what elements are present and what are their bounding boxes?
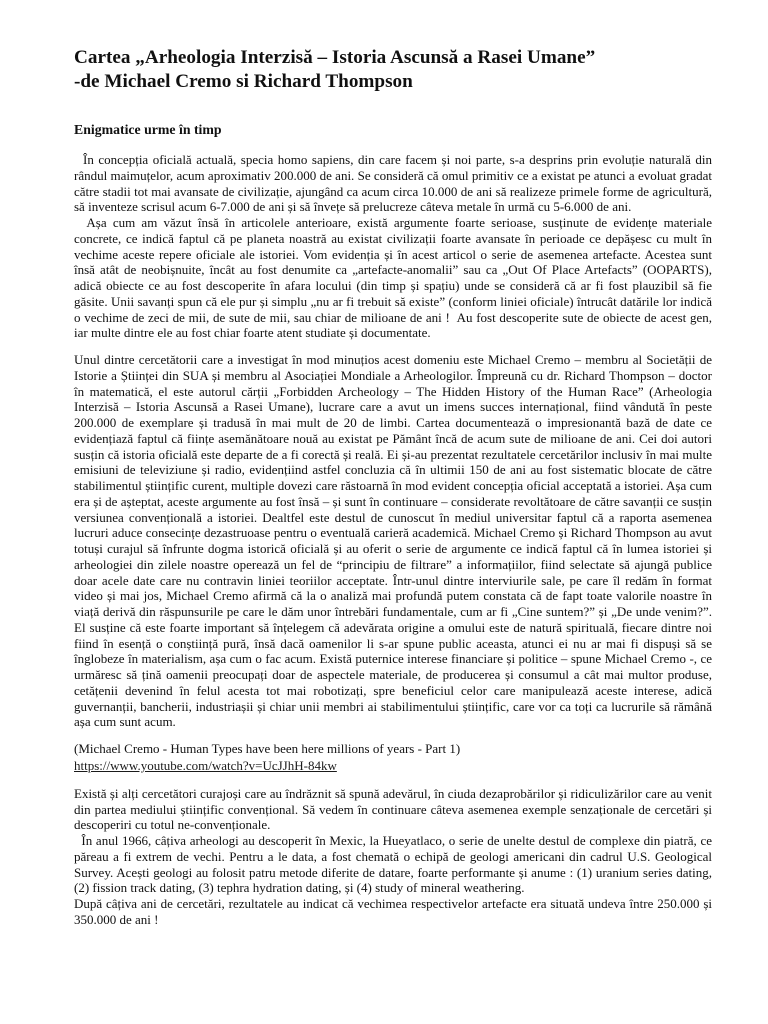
paragraph-intro: În concepția oficială actuală, specia homo sapiens, din care facem și noi parte, s-a desprins prin evoluție naturală din rândul maimuțelor, acum aproximativ 200.000 de ani. Se consideră că omul primitiv ce a existat pe atunci a evoluat gradat către stadii tot mai avansate de civilizație, ajungând ca acum circa 10.000 de ani să realizeze primele forme de agricultură, să inventeze scrisul acum 6-7.000 de ani și să învețe să prelucreze câteva metale în urmă cu 5-6.000 de ani. bbox=[74, 152, 716, 215]
paragraph-spacer bbox=[74, 730, 712, 741]
paragraph-other-researchers: Există și alți cercetători curajoși care au îndrăznit să spună adevărul, în ciuda dezaprobărilor și ridiculizărilor care au venit din partea mediului științific convențional. Să vedem în continuare câteva asemenea exemple senzaționale de cercetări și descoperiri cu totul ne-convenționale. bbox=[74, 785, 712, 833]
paragraph-spacer bbox=[74, 341, 712, 352]
document-page bbox=[74, 46, 716, 928]
paragraph-hueyatlaco: În anul 1966, câțiva arheologi au descoperit în Mexic, la Hueyatlaco, o serie de unelte destul de complexe din piatră, ce păreau a fi extrem de vechi. Pentru a le data, a fost chemată o echipă de geologi americani din cadrul U.S. Geological Survey. Acești geologi au folosit patru metode diferite de datare, foarte performante și anume : (1) uranium series dating, (2) fission track dating, (3) tephra hydration dating, și (4) study of mineral weathering. bbox=[74, 833, 716, 896]
video-caption: (Michael Cremo - Human Types have been here millions of years - Part 1) bbox=[74, 741, 461, 756]
youtube-link[interactable]: https://www.youtube.com/watch?v=UcJJhH-84kw bbox=[74, 757, 337, 773]
paragraph-cremo: Unul dintre cercetătorii care a investigat în mod minuțios acest domeniu este Michael Cremo – membru al Societății de Istorie a Științei din SUA și membru al Asociației Mondiale a Arheologilor. Împreună cu dr. Richard Thompson – doctor în matematică, el este autorul cărții „Forbidden Archeology – The Hidden History of the Human Race” (Arheologia Interzisă – Istoria Ascunsă a Rasei Umane), lucrare care a avut un imens succes internațional, fiind vândută în peste 200.000 de exemplare și tradusă în mai mult de 20 de limbi. Cartea documentează o impresionantă bază de date ce evidențiază faptul că ființe asemănătoare nouă au existat pe Pământ încă de acum sute de milioane de ani. Cei doi autori susțin că istoria oficială este departe de a fi corectă și reală. Ei și-au prezentat rezultatele cercetărilor inclusiv în mai multe emisiuni de televiziune și radio, evidențiind astfel concluzia că în ultimii 150 de ani au fost sistematic blocate de către stabilimentul științific curent, multiple dovezi care răstoarnă în mod evident concepția oficial acceptată a istoriei. Așa cum era și de așteptat, aceste argumente au fost însă – și sunt în continuare – considerate revoltătoare de către savanții ce susțin versiunea convențională a istoriei. Dealtfel este destul de cunoscut în mediul universitar faptul că a raporta asemenea lucruri aduce consecințe dezastruoase pentru o eventuală carieră academică. Michael Cremo și Richard Thompson au avut totuși curajul să înfrunte dogma istorică oficială și au oferit o serie de argumente ce indică faptul că în lumea istoriei și arheologiei din zilele noastre operează un fel de “principiu de filtrare” a informațiilor, fiind selectate să ajungă publice doar acele date care nu contravin liniei teoriilor acceptate. Într-unul dintre interviurile sale, pe care îl redăm în format video și mai jos, Michael Cremo afirmă că la o analiză mai profundă putem constata că de fapt toate valorile noastre în viață derivă din răspunsurile pe care le dăm unor întrebări fundamentale, cum ar fi „Cine suntem?” și „De unde venim?”. El susține că este foarte important să înțelegem că adevărata origine a omului este de natură spirituală, fiecare dintre noi fiind în esență o conștiință pură, însă dacă oamenilor li s-ar spune public aceasta, atunci ei nu ar mai fi dispuși să se înglobeze în materialism, așa cum o fac acum. Există puternice interese financiare și politice – spune Michael Cremo -, ce urmăresc să țină oamenii preocupați doar de aspectele materiale, de producerea și consumul a cât mai multor produse, cetățenii devenind în felul acesta tot mai robotizați, spre beneficiul celor care manipulează aceste interese, adică guvernanții, bancherii, industriașii și chiar unii membri ai stabilimentului științific, care vor ca toți ca lucrurile să rămână așa cum sunt acum. bbox=[74, 352, 712, 730]
document-title bbox=[74, 46, 712, 94]
title-line-2: -de Michael Cremo si Richard Thompson bbox=[74, 71, 413, 92]
section-heading: Enigmatice urme în timp bbox=[74, 122, 222, 137]
title-line-1: Cartea „Arheologia Interzisă – Istoria Ascunsă a Rasei Umane” bbox=[74, 47, 596, 68]
paragraph-dating-results: După câțiva ani de cercetări, rezultatele au indicat că vechimea respectivelor artefacte era situată undeva între 250.000 și 350.000 de ani ! bbox=[74, 896, 712, 927]
paragraph-spacer bbox=[74, 775, 712, 786]
paragraph-artefacts: Așa cum am văzut însă în articolele anterioare, există argumente foarte serioase, susținute de evidențe materiale concrete, ce indică faptul că pe planeta noastră au existat civilizații foarte avansate în perioade ce depășesc cu mult în vechime aceste repere oficiale ale istoriei. Vom evidenția și în acest articol o serie de asemenea artefacte. Acestea sunt însă atât de neobișnuite, încât au fost denumite ca „artefacte-anomalii” sau ca „Out Of Place Artefacts” (OOPARTS), adică obiecte ce au fost descoperite în afara locului (din timp și spațiu) unde se consideră că ar fi fost plauzibil să fie găsite. Unii savanți spun că ele pur și simplu „nu ar fi trebuit să existe” (conform liniei oficiale) întrucât datările lor indică o vechime de zeci de mii, de sute de mii, sau chiar de milioane de ani ! Au fost descoperite sute de obiecte de acest gen, iar multe dintre ele au fost chiar foarte atent studiate și documentate. bbox=[74, 215, 716, 341]
